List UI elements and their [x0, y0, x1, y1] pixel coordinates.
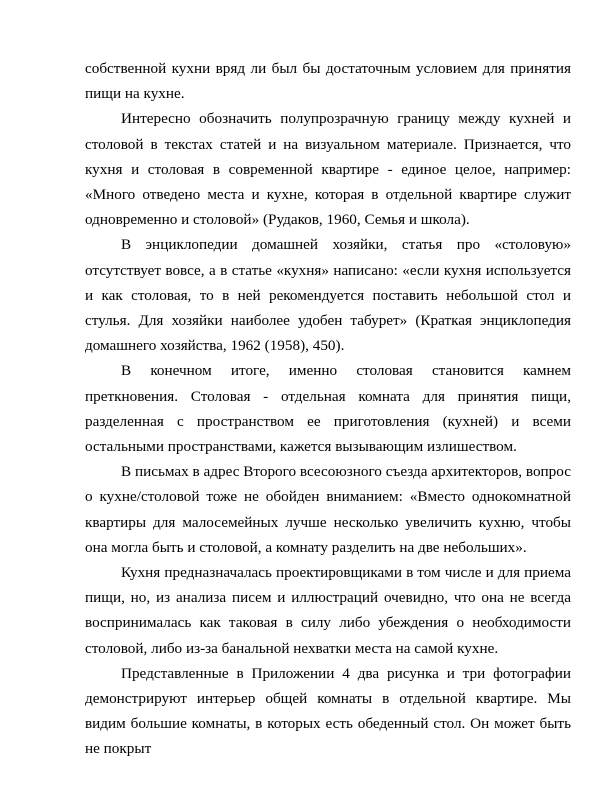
paragraph-dining-room: В конечном итоге, именно столовая становится камнем преткновения. Столовая - отдельная комната для принятия пищи, разделенная с пространством ее приготовления (кухней) и всеми остальными пространствами, кажется вызывающим излишеством.	[85, 362, 571, 456]
body-text	[85, 56, 571, 762]
paragraph-kitchen-purpose: Кухня предназначалась проектировщиками в том числе и для приема пищи, но, из анализа писем и иллюстраций очевидно, что она не всегда воспринималась как таковая в силу либо убеждения о необходимости столовой, либо из-за банальной нехватки места на самой кухне.	[85, 564, 571, 657]
paragraph-encyclopedia: В энциклопедии домашней хозяйки, статья про «столовую» отсутствует вовсе, а в статье «кухня» написано: «если кухня используется и как столовая, то в ней рекомендуется поставить небольшой стол и стулья. Для хозяйки наиболее удобен табурет» (Краткая энциклопедия домашнего хозяйства, 1962 (1958), 450).	[85, 236, 571, 355]
paragraph-continuation: собственной кухни вряд ли был бы достаточным условием для принятия пищи на кухне.	[85, 60, 571, 103]
paragraph-architects-congress: В письмах в адрес Второго всесоюзного съезда архитекторов, вопрос о кухне/столовой тоже не обойден вниманием: «Вместо однокомнатной квартиры для малосемейных лучше несколько увеличить кухню, чтобы она могла быть и столовой, а комнату разделить на две небольших».	[85, 463, 571, 556]
paragraph-appendix-4: Представленные в Приложении 4 два рисунка и три фотографии демонстрируют интерьер общей комнаты в отдельной квартире. Мы видим большие комнаты, в которых есть обеденный стол. Он может быть не покрыт	[85, 664, 571, 758]
paragraph-kitchen-dining-boundary: Интересно обозначить полупрозрачную границу между кухней и столовой в текстах статей и на визуальном материале. Признается, что кухня и столовая в современной квартире - единое целое, например: «Много отведено места и кухне, которая в отдельной квартире служит одновременно и столовой» (Рудаков, 1960, Семья и школа).	[85, 110, 571, 229]
